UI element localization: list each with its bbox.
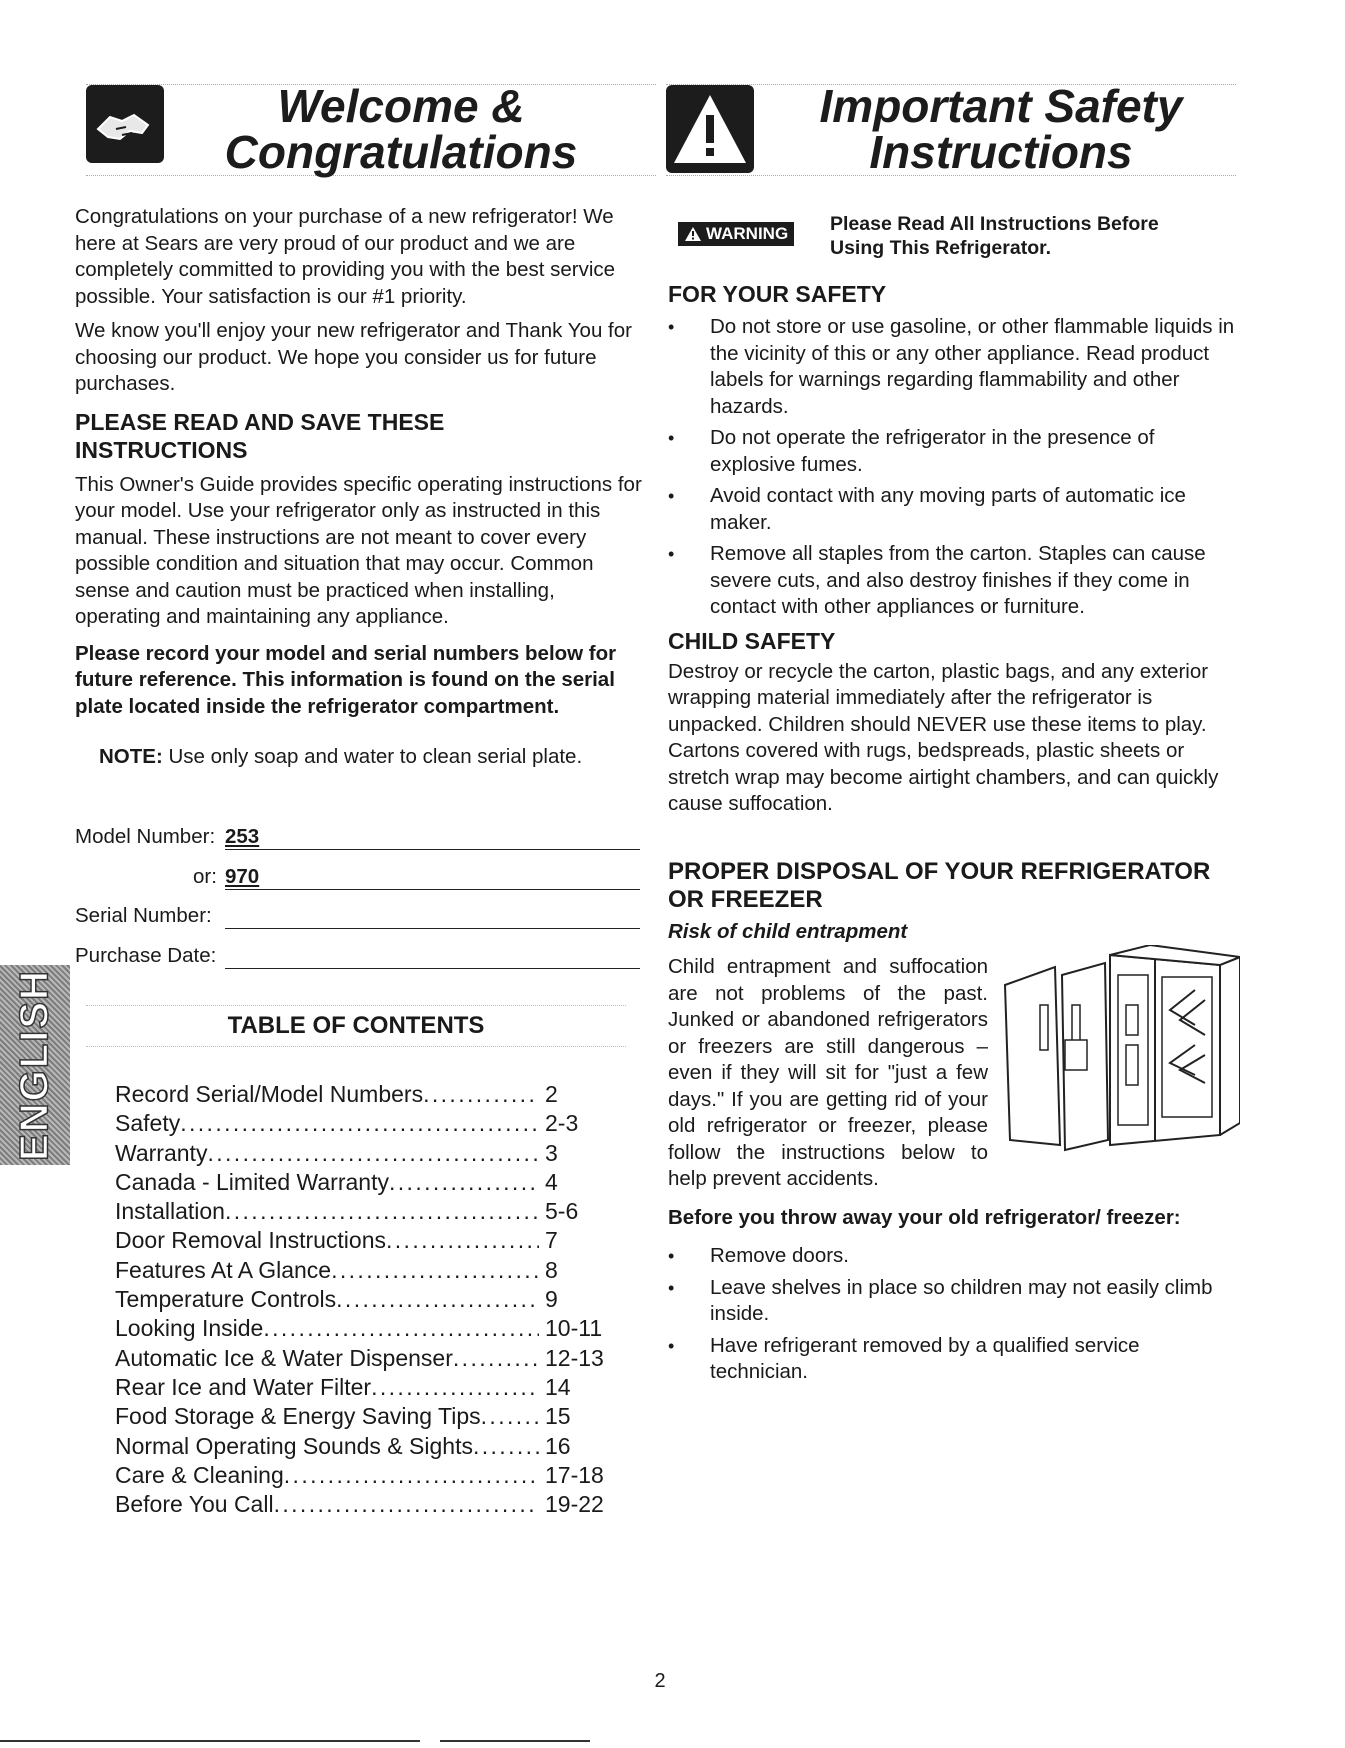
warning-badge-label: WARNING <box>706 224 789 243</box>
toc-entry-label: Door Removal Instructions <box>115 1227 386 1254</box>
toc-entry-page: 16 <box>545 1432 571 1459</box>
warning-triangle-icon <box>666 85 754 173</box>
toc-entry-label: Record Serial/Model Numbers <box>115 1081 424 1107</box>
welcome-title-line2: Congratulations <box>224 126 578 178</box>
toc-leader <box>386 1226 539 1255</box>
toc-entry-label: Safety <box>115 1110 181 1137</box>
warning-badge <box>678 222 794 246</box>
handshake-icon <box>86 85 164 163</box>
before-throw-away-heading: Before you throw away your old refrigerator/ freezer: <box>668 1205 1181 1229</box>
list-item: • Remove all staples from the carton. Staples can cause severe cuts, and also destroy finishes if they come in contact with other appliances or furniture. <box>668 541 1238 621</box>
list-item: • Do not store or use gasoline, or other flammable liquids in the vicinity of this or any other appliance. Read product labels for warnings regarding flammability and other hazards. <box>668 314 1238 420</box>
disposal-text: Child entrapment and suffocation are not problems of the past. Junked or abandoned refrigerators or freezers are still dangerous – even if they will sit for "just a few days." If you are getting rid of your old refrigerator or freezer, please follow the instructions below to help prevent accidents. <box>668 955 988 1190</box>
toc-entry-page: 2-3 <box>545 1110 579 1137</box>
toc-leader <box>473 1432 539 1461</box>
toc-entry-label: Warranty <box>115 1139 208 1166</box>
toc-entry-label: Installation <box>115 1198 225 1225</box>
serial-number-label: Serial Number: <box>75 904 212 927</box>
record-numbers-note: Please record your model and serial numbers below for future reference. This information is found on the serial plate located inside the refrigerator compartment. <box>75 641 617 718</box>
toc-entry-page: 8 <box>545 1256 558 1283</box>
toc-entry-page: 9 <box>545 1286 558 1313</box>
welcome-paragraph-1: Congratulations on your purchase of a new refrigerator! We here at Sears are very proud of our product and we are completely committed to providing you with the best service possible. Your satisfaction is our #1 priority. <box>75 205 616 308</box>
warning-line-1: Please Read All Instructions Before <box>830 213 1159 235</box>
toc-entry-label: Before You Call <box>115 1491 274 1518</box>
welcome-paragraph-2: We know you'll enjoy your new refrigerator and Thank You for choosing our product. We hope you consider us for future purchases. <box>75 319 632 395</box>
toc-leader <box>453 1344 539 1373</box>
safety-title-line2: Instructions <box>869 126 1133 178</box>
for-your-safety-heading: FOR YOUR SAFETY <box>668 281 887 307</box>
toc-entry[interactable] <box>115 1344 605 1373</box>
refrigerator-illustration <box>1000 945 1240 1160</box>
toc-entry-label: Normal Operating Sounds & Sights <box>115 1432 473 1459</box>
note-label: NOTE: <box>99 745 163 768</box>
toc-entry-label: Canada - Limited Warranty <box>115 1168 389 1195</box>
toc-entry[interactable] <box>115 1109 605 1138</box>
toc-entry-page: 17-18 <box>545 1461 604 1488</box>
child-safety-text: Destroy or recycle the carton, plastic bags, and any exterior wrapping material immediately after the refrigerator is unpacked. Children should NEVER use these items to play. Cartons covered with rugs, bedspreads, plastic sheets or stretch wrap may become airtight chambers, and can quickly cause suffocation. <box>668 659 1219 815</box>
warning-text <box>830 212 1159 260</box>
toc-entry-page: 3 <box>545 1139 558 1166</box>
purchase-date-label: Purchase Date: <box>75 944 217 967</box>
toc-leader <box>423 1080 539 1109</box>
toc-leader <box>207 1139 539 1168</box>
toc-entry[interactable] <box>115 1314 605 1343</box>
safety-column <box>668 280 1238 818</box>
toc-entry[interactable] <box>115 1285 605 1314</box>
owners-guide-paragraph: This Owner's Guide provides specific operating instructions for your model. Use your refrigerator only as instructed in this manual. These instructions are not meant to cover every possible condition and situation that may occur. Common sense and caution must be practiced when installing, operating and maintaining any appliance. <box>75 472 642 628</box>
alt-model-number-row <box>75 865 640 895</box>
child-safety-heading: CHILD SAFETY <box>668 627 836 654</box>
for-your-safety-list <box>668 314 1238 621</box>
toc-leader <box>284 1461 539 1490</box>
toc-entry-page: 4 <box>545 1168 558 1195</box>
toc-entry-label: Looking Inside <box>115 1315 264 1342</box>
serial-number-row <box>75 904 640 934</box>
toc-leader <box>389 1168 539 1197</box>
model-number-label: Model Number: <box>75 825 216 848</box>
toc-leader <box>180 1109 539 1138</box>
warning-banner <box>668 212 1238 268</box>
warning-small-icon <box>684 226 702 242</box>
welcome-column <box>75 204 645 771</box>
toc-leader <box>371 1373 539 1402</box>
toc-entry-page: 2 <box>545 1081 558 1107</box>
toc-title-box <box>86 1005 626 1047</box>
disposal-heading: PROPER DISPOSAL OF YOUR REFRIGERATOR OR FREEZER <box>668 858 1211 913</box>
toc-entry-page: 10-11 <box>545 1315 603 1342</box>
toc-entry-page: 12-13 <box>545 1344 604 1371</box>
toc-entry[interactable] <box>115 1226 605 1255</box>
toc-entry[interactable] <box>115 1080 605 1109</box>
toc-leader <box>336 1285 539 1314</box>
purchase-date-field[interactable] <box>225 944 640 969</box>
model-number-row <box>75 825 640 855</box>
safety-header <box>666 80 1236 178</box>
save-instructions-heading: PLEASE READ AND SAVE THESE INSTRUCTIONS <box>75 408 445 463</box>
footer-rule-right <box>440 1740 590 1742</box>
table-of-contents <box>115 1080 605 1519</box>
disposal-steps-list <box>668 1243 1238 1386</box>
toc-entry[interactable] <box>115 1402 605 1431</box>
refrigerator-icon <box>1000 945 1240 1160</box>
welcome-title-line1: Welcome & <box>277 80 525 132</box>
page-number: 2 <box>654 1670 666 1692</box>
list-item: • Remove doors. <box>668 1243 1238 1270</box>
purchase-date-row <box>75 944 640 974</box>
toc-entry[interactable] <box>115 1197 605 1226</box>
toc-leader <box>274 1490 539 1519</box>
english-language-tab <box>0 965 70 1165</box>
toc-leader <box>331 1256 539 1285</box>
toc-entry-page: 15 <box>545 1403 571 1430</box>
toc-entry[interactable] <box>115 1139 605 1168</box>
toc-leader <box>225 1197 539 1226</box>
toc-entry[interactable] <box>115 1373 605 1402</box>
welcome-header <box>86 80 656 178</box>
toc-entry[interactable] <box>115 1256 605 1285</box>
list-item: • Avoid contact with any moving parts of automatic ice maker. <box>668 483 1238 536</box>
toc-entry-page: 19-22 <box>545 1491 604 1518</box>
note-text: Use only soap and water to clean serial plate. <box>168 745 583 768</box>
toc-entry-label: Care & Cleaning <box>115 1461 284 1488</box>
serial-plate-note <box>75 744 645 771</box>
toc-leader <box>263 1314 539 1343</box>
toc-entry-label: Temperature Controls <box>115 1286 337 1313</box>
toc-entry-page: 7 <box>545 1227 558 1254</box>
safety-title-line1: Important Safety <box>819 80 1183 132</box>
warning-line-2: Using This Refrigerator. <box>830 237 1052 259</box>
toc-entry[interactable] <box>115 1461 605 1490</box>
toc-entry-page: 5-6 <box>545 1198 579 1225</box>
toc-entry-label: Food Storage & Energy Saving Tips <box>115 1403 481 1430</box>
toc-entry-label: Features At A Glance <box>115 1256 332 1283</box>
model-number-value: 253 <box>225 825 260 848</box>
toc-entry[interactable] <box>115 1168 605 1197</box>
toc-entry-label: Automatic Ice & Water Dispenser <box>115 1344 453 1371</box>
toc-entry[interactable] <box>115 1432 605 1461</box>
disposal-subheading: Risk of child entrapment <box>668 920 908 943</box>
english-tab-label: ENGLISH <box>12 969 57 1161</box>
toc-entry-page: 14 <box>545 1373 571 1400</box>
serial-number-field[interactable] <box>225 904 640 929</box>
alt-model-number-field[interactable] <box>225 865 640 890</box>
toc-leader <box>481 1402 539 1431</box>
list-item: • Have refrigerant removed by a qualified service technician. <box>668 1333 1238 1386</box>
alt-model-number-value: 970 <box>225 865 260 888</box>
list-item: • Leave shelves in place so children may not easily climb inside. <box>668 1275 1238 1328</box>
or-label: or: <box>193 865 217 888</box>
toc-entry[interactable] <box>115 1490 605 1519</box>
toc-title: TABLE OF CONTENTS <box>227 1012 485 1039</box>
list-item: • Do not operate the refrigerator in the presence of explosive fumes. <box>668 425 1238 478</box>
toc-entry-label: Rear Ice and Water Filter <box>115 1373 372 1400</box>
footer-rule <box>0 1740 420 1742</box>
model-number-field[interactable] <box>225 825 640 850</box>
